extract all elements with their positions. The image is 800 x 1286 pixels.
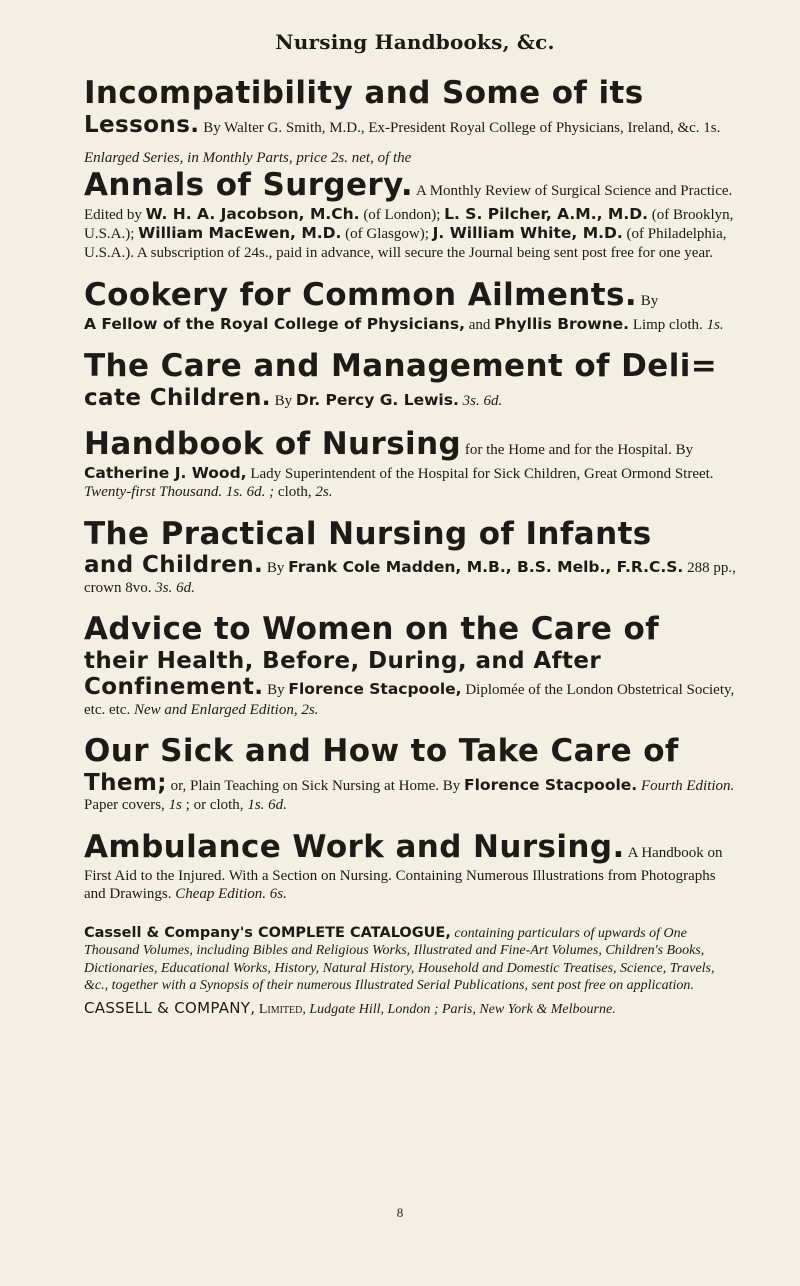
- edition-note: Cheap Edition. 6s.: [175, 886, 287, 903]
- catalogue-notice: [84, 924, 736, 995]
- entry-cookery: [84, 277, 736, 334]
- price: 1s: [168, 796, 182, 813]
- entry-text: A Monthly Review of Surgical Science and Practice. Edited by: [84, 183, 733, 224]
- page-number: 8: [396, 1205, 404, 1220]
- price: 1s.: [706, 316, 724, 333]
- entry-title-cont: Them;: [84, 769, 167, 796]
- entry-title: Advice to Women on the Care of: [84, 611, 660, 648]
- price: 3s. 6d.: [155, 579, 195, 596]
- entry-handbook-of-nursing: [84, 426, 736, 501]
- entry-title: Incompatibility and Some of its: [84, 75, 644, 111]
- entry-text: cloth,: [274, 484, 316, 501]
- entry-title: The Care and Management of Deli=: [84, 348, 718, 385]
- entry-title-cont: Confinement.: [84, 674, 264, 701]
- entry-body: [84, 426, 736, 501]
- edition-note: Twenty-first Thousand. 1s. 6d. ;: [84, 484, 275, 501]
- publisher-address: Ludgate Hill, London ; Paris, New York & Melbourne.: [305, 1001, 616, 1017]
- entry-body: [84, 770, 736, 815]
- author-name: Frank Cole Madden, M.B., B.S. Melb., F.R.C.S.: [288, 558, 684, 577]
- entry-advice-to-women: [84, 612, 736, 719]
- entry-body: [84, 167, 736, 262]
- entry-text: (of Glasgow);: [341, 226, 433, 243]
- entry-text: Paper covers,: [84, 796, 169, 813]
- entry-text: and: [464, 316, 495, 333]
- editor-name: L. S. Pilcher, A.M., M.D.: [444, 205, 648, 224]
- author-name: Florence Stacpoole,: [288, 680, 462, 699]
- publisher-limited: Limited,: [255, 1001, 306, 1017]
- entry-text: By: [637, 293, 659, 310]
- author-name: Florence Stacpoole.: [464, 775, 638, 794]
- entry-title: Cookery for Common Ailments.: [84, 277, 638, 314]
- entry-title-cont: and Children.: [84, 552, 264, 579]
- entry-text: Lady Superintendent of the Hospital for Sick Children, Great Ormond Street.: [246, 466, 714, 483]
- editor-name: William MacEwen, M.D.: [138, 224, 342, 243]
- entry-title-cont: their Health, Before, During, and After: [84, 647, 602, 674]
- entry-annals-of-surgery: [84, 149, 736, 262]
- catalogue-text: containing particulars of upwards of One Thousand Volumes, including Bibles and Religious Works, Illustrated and Fine-Art Volumes, Children's Books, Dictionaries, Educational Works, History, Natural History, Household and Domestic Treatises, Science, Travels, &c., together with a Synopsis of their numerous Illustrated Serial Publications, sent post free on application.: [84, 925, 715, 994]
- publisher-name: CASSELL & COMPANY,: [84, 998, 256, 1017]
- entry-delicate-children: [84, 349, 736, 411]
- entry-title: Handbook of Nursing: [84, 426, 462, 463]
- entry-text: (of London);: [359, 207, 445, 224]
- entry-body: [84, 385, 736, 411]
- entry-title: The Practical Nursing of Infants: [84, 515, 652, 552]
- entry-title-cont: cate Children.: [84, 384, 271, 411]
- price: 1s. 6d.: [247, 796, 287, 813]
- entry-body: [84, 277, 736, 334]
- publisher-imprint: [84, 999, 736, 1019]
- entry-practical-nursing: [84, 517, 736, 597]
- author-name: Dr. Percy G. Lewis.: [295, 390, 459, 409]
- edition-note: Fourth Edition.: [637, 777, 735, 794]
- entry-lead-in: Enlarged Series, in Monthly Parts, price 2s. net, of the: [84, 150, 412, 167]
- entry-title: Our Sick and How to Take Care of: [84, 732, 679, 769]
- author-name: Catherine J. Wood,: [84, 464, 247, 483]
- entry-text: ; or cloth,: [181, 796, 248, 813]
- entry-body: [84, 674, 736, 719]
- catalogue-title: Cassell & Company's COMPLETE CATALOGUE,: [84, 924, 451, 941]
- entry-text: By: [263, 682, 289, 699]
- entry-body: [84, 829, 736, 903]
- entry-incompatibility: [84, 76, 736, 138]
- entry-text: (of Brooklyn, U.S.A.);: [84, 207, 734, 243]
- entry-text: A Handbook on First Aid to the Injured. With a Section on Nursing. Containing Numerous Illustrations from Photographs and Drawings.: [84, 845, 723, 903]
- editor-name: J. William White, M.D.: [432, 224, 623, 243]
- entry-title: Ambulance Work and Nursing.: [84, 829, 625, 866]
- price: 3s. 6d.: [458, 392, 503, 409]
- price: 2s.: [315, 484, 333, 501]
- entry-text: for the Home and for the Hospital. By: [461, 442, 694, 459]
- entry-ambulance-work: [84, 829, 736, 903]
- entry-text: By Walter G. Smith, M.D., Ex-President Royal College of Physicians, Ireland, &c. 1s.: [203, 119, 721, 136]
- entry-our-sick: [84, 734, 736, 814]
- entry-body: [84, 112, 736, 138]
- entry-text: 288 pp., crown 8vo.: [84, 560, 736, 596]
- entry-body: [84, 552, 736, 597]
- author-name: A Fellow of the Royal College of Physicians,: [84, 314, 465, 333]
- entry-title: Annals of Surgery.: [84, 167, 414, 204]
- entry-text: or, Plain Teaching on Sick Nursing at Home. By: [166, 777, 465, 794]
- editor-name: W. H. A. Jacobson, M.Ch.: [145, 205, 360, 224]
- entry-text: By: [270, 392, 296, 409]
- entry-text: Diplomée of the London Obstetrical Society, etc. etc.: [84, 682, 735, 718]
- entry-title-cont: Lessons.: [84, 111, 200, 138]
- entry-text: Limp cloth.: [629, 316, 707, 333]
- author-name: Phyllis Browne.: [494, 314, 630, 333]
- running-head: Nursing Handbooks, &c.: [275, 30, 555, 54]
- edition-note: New and Enlarged Edition, 2s.: [133, 701, 319, 718]
- entry-text: (of Philadelphia, U.S.A.). A subscription of 24s., paid in advance, will secure the Journal being sent post free for one year.: [84, 226, 727, 261]
- entry-text: By: [263, 560, 289, 577]
